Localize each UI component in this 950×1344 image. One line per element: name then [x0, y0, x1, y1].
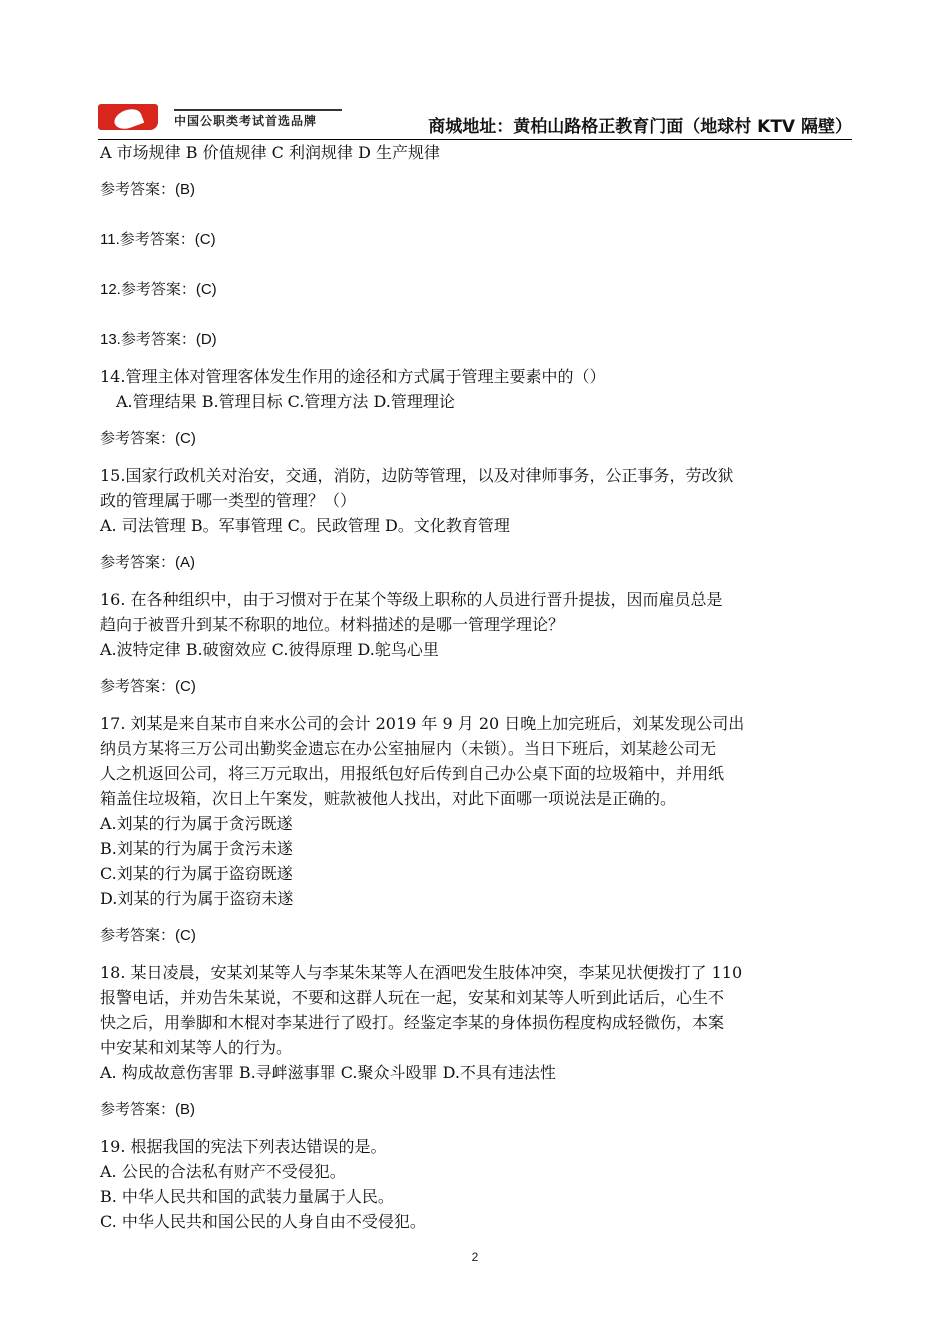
question-17-option: A.刘某的行为属于贪污既遂 — [100, 814, 293, 833]
question-17-stem-line: 纳员方某将三万公司出勤奖金遗忘在办公室抽屉内（未锁）。当日下班后，刘某趁公司无 — [100, 739, 717, 758]
question-17-stem-line: 人之机返回公司，将三万元取出，用报纸包好后传到自己办公桌下面的垃圾箱中，并用纸 — [100, 764, 725, 783]
logo-slogan: 中国公职类考试首选品牌 — [174, 114, 318, 128]
question-16-stem-line: 趋向于被晋升到某不称职的地位。材料描述的是哪一管理学理论？ — [100, 615, 565, 634]
question-15-stem-line: 政的管理属于哪一类型的管理？（） — [100, 491, 357, 510]
question-18-options: A. 构成故意伤害罪 B.寻衅滋事罪 C.聚众斗殴罪 D.不具有违法性 — [100, 1063, 556, 1082]
question-17-option: C.刘某的行为属于盗窃既遂 — [100, 864, 293, 883]
previous-options: A 市场规律 B 价值规律 C 利润规律 D 生产规律 — [100, 143, 440, 162]
question-18-stem-line: 18. 某日凌晨，安某刘某等人与李某朱某等人在酒吧发生肢体冲突，李某见状便拨打了 110 — [100, 963, 743, 982]
question-17-stem-line: 17. 刘某是来自某市自来水公司的会计 2019 年 9 月 20 日晚上加完班后，刘某发现公司出 — [100, 714, 745, 733]
question-15-options: A. 司法管理 B。军事管理 C。民政管理 D。文化教育管理 — [100, 516, 510, 535]
answer-15: 参考答案：(A) — [100, 554, 195, 571]
answer-14: 参考答案：(C) — [100, 430, 196, 447]
question-17-option: D.刘某的行为属于盗窃未遂 — [100, 889, 294, 908]
brand-logo-icon — [98, 104, 158, 130]
answer-11: 11.参考答案：(C) — [100, 231, 216, 248]
question-14-stem: 14.管理主体对管理客体发生作用的途径和方式属于管理主要素中的（） — [100, 367, 606, 386]
question-14-options: A.管理结果 B.管理目标 C.管理方法 D.管理理论 — [116, 392, 455, 411]
question-16-options: A.波特定律 B.破窗效应 C.彼得原理 D.鸵鸟心里 — [100, 640, 439, 659]
question-18-stem-line: 快之后，用拳脚和木棍对李某进行了殴打。经鉴定李某的身体损伤程度构成轻微伤，本案 — [100, 1013, 725, 1032]
answer-10: 参考答案：(B) — [100, 181, 195, 198]
answer-12: 12.参考答案：(C) — [100, 281, 217, 298]
question-19-stem: 19. 根据我国的宪法下列表达错误的是。 — [100, 1137, 387, 1156]
page-number: 2 — [471, 1250, 479, 1264]
question-19-option: B. 中华人民共和国的武装力量属于人民。 — [100, 1187, 394, 1206]
page-header — [98, 100, 852, 140]
question-content — [100, 140, 852, 1234]
store-address: 商城地址：黄柏山路格正教育门面（地球村 KTV 隔壁） — [428, 117, 852, 137]
answer-18: 参考答案：(B) — [100, 1101, 195, 1118]
answer-13: 13.参考答案：(D) — [100, 331, 217, 348]
question-19-option: A. 公民的合法私有财产不受侵犯。 — [100, 1162, 346, 1181]
answer-16: 参考答案：(C) — [100, 678, 196, 695]
answer-17: 参考答案：(C) — [100, 927, 196, 944]
question-15-stem-line: 15.国家行政机关对治安，交通，消防，边防等管理，以及对律师事务，公正事务，劳改狱 — [100, 466, 734, 485]
question-18-stem-line: 报警电话，并劝告朱某说，不要和这群人玩在一起，安某和刘某等人听到此话后，心生不 — [100, 988, 725, 1007]
question-17-stem-line: 箱盖住垃圾箱，次日上午案发，赃款被他人找出，对此下面哪一项说法是正确的。 — [100, 789, 677, 808]
question-16-stem-line: 16. 在各种组织中，由于习惯对于在某个等级上职称的人员进行晋升提拔，因而雇员总是 — [100, 590, 723, 609]
question-19-option: C. 中华人民共和国公民的人身自由不受侵犯。 — [100, 1212, 426, 1231]
question-17-option: B.刘某的行为属于贪污未遂 — [100, 839, 293, 858]
question-18-stem-line: 中安某和刘某等人的行为。 — [100, 1038, 293, 1057]
logo-divider — [174, 109, 342, 111]
